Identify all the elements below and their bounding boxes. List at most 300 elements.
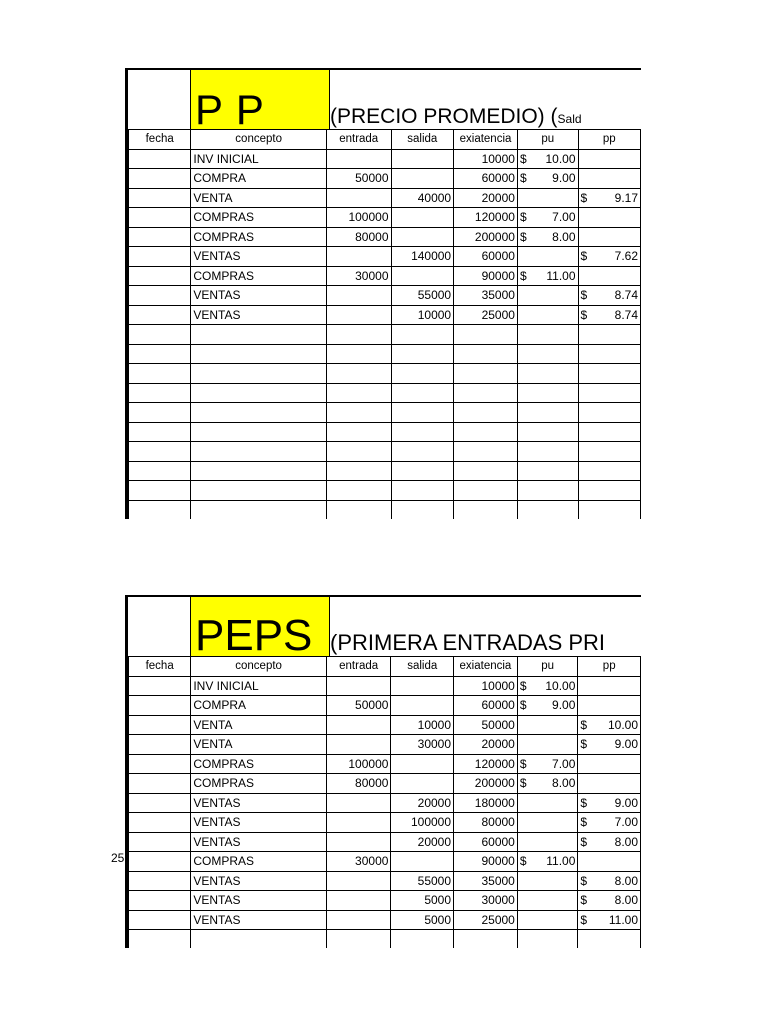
cell-pp[interactable] bbox=[578, 286, 640, 306]
cell-existencia[interactable] bbox=[454, 481, 518, 501]
column-header-pp[interactable]: pp bbox=[578, 657, 641, 677]
column-header-pu[interactable]: pu bbox=[517, 657, 578, 677]
cell-pp[interactable] bbox=[578, 383, 640, 403]
cell-fecha[interactable] bbox=[129, 871, 191, 891]
cell-pp[interactable] bbox=[578, 344, 640, 364]
cell-concepto[interactable]: COMPRAS bbox=[191, 852, 327, 872]
cell-existencia[interactable] bbox=[454, 403, 518, 423]
cell-fecha[interactable] bbox=[129, 286, 191, 306]
amount: 8.74 bbox=[614, 307, 638, 322]
cell-pp[interactable] bbox=[578, 930, 641, 949]
cell-salida[interactable] bbox=[391, 208, 454, 228]
column-header-existencia[interactable]: exiatencia bbox=[454, 130, 518, 150]
cell-existencia[interactable]: 25000 bbox=[454, 305, 518, 325]
cell-pu[interactable] bbox=[517, 461, 578, 481]
table-row bbox=[129, 422, 641, 442]
cell-fecha[interactable] bbox=[129, 325, 191, 345]
cell-existencia[interactable] bbox=[454, 383, 518, 403]
cell-concepto[interactable]: VENTAS bbox=[191, 891, 327, 911]
cell-concepto[interactable] bbox=[191, 403, 327, 423]
cell-pu[interactable] bbox=[517, 208, 578, 228]
cell-existencia[interactable]: 50000 bbox=[454, 715, 518, 735]
cell-pp[interactable] bbox=[578, 461, 640, 481]
cell-concepto[interactable]: COMPRAS bbox=[191, 266, 327, 286]
cell-entrada[interactable] bbox=[326, 735, 391, 755]
cell-pp[interactable] bbox=[578, 325, 640, 345]
cell-entrada[interactable] bbox=[326, 305, 391, 325]
cell-pp[interactable] bbox=[578, 364, 640, 384]
cell-pu[interactable] bbox=[517, 227, 578, 247]
cell-pu[interactable] bbox=[517, 364, 578, 384]
cell-fecha[interactable] bbox=[129, 891, 191, 911]
cell-concepto[interactable] bbox=[191, 325, 327, 345]
cell-existencia[interactable]: 30000 bbox=[454, 891, 518, 911]
cell-existencia[interactable]: 10000 bbox=[454, 676, 518, 696]
cell-fecha[interactable] bbox=[129, 500, 191, 519]
amount: 9.00 bbox=[552, 171, 576, 186]
cell-existencia[interactable]: 35000 bbox=[454, 871, 518, 891]
cell-concepto[interactable]: VENTAS bbox=[191, 832, 327, 852]
cell-pu[interactable] bbox=[517, 305, 578, 325]
cell-entrada[interactable] bbox=[326, 676, 391, 696]
cell-entrada[interactable] bbox=[326, 715, 391, 735]
cell-pu[interactable] bbox=[517, 442, 578, 462]
cell-pp[interactable] bbox=[578, 305, 640, 325]
pp-title-cell[interactable] bbox=[190, 70, 330, 133]
peps-header-row bbox=[129, 657, 641, 677]
currency-value bbox=[580, 716, 638, 734]
currency-symbol: $ bbox=[519, 678, 527, 693]
cell-existencia[interactable] bbox=[454, 344, 518, 364]
cell-existencia[interactable]: 180000 bbox=[454, 793, 518, 813]
cell-pu[interactable] bbox=[517, 696, 578, 716]
currency-value bbox=[580, 833, 638, 851]
pp-subtitle-cell[interactable] bbox=[330, 106, 582, 127]
pp-table bbox=[128, 129, 641, 519]
cell-concepto[interactable] bbox=[191, 461, 327, 481]
cell-pp[interactable] bbox=[578, 676, 641, 696]
currency-value bbox=[581, 189, 638, 207]
cell-existencia[interactable]: 20000 bbox=[454, 188, 518, 208]
cell-fecha[interactable] bbox=[129, 930, 191, 949]
cell-entrada[interactable] bbox=[326, 500, 391, 519]
cell-concepto[interactable]: VENTAS bbox=[191, 793, 327, 813]
pp-banner bbox=[128, 70, 641, 133]
table-row bbox=[129, 754, 641, 774]
cell-pp[interactable] bbox=[578, 754, 641, 774]
cell-entrada[interactable]: 100000 bbox=[326, 754, 391, 774]
cell-pu[interactable] bbox=[517, 500, 578, 519]
cell-concepto[interactable] bbox=[191, 442, 327, 462]
currency-value bbox=[520, 852, 576, 870]
cell-pu[interactable] bbox=[517, 832, 578, 852]
cell-fecha[interactable] bbox=[129, 403, 191, 423]
column-header-existencia[interactable]: exiatencia bbox=[454, 657, 518, 677]
cell-existencia[interactable] bbox=[454, 364, 518, 384]
cell-pp[interactable] bbox=[578, 735, 641, 755]
cell-pp[interactable] bbox=[578, 813, 641, 833]
cell-existencia[interactable]: 120000 bbox=[454, 208, 518, 228]
cell-entrada[interactable] bbox=[326, 325, 391, 345]
cell-pu[interactable] bbox=[517, 774, 578, 794]
cell-pp[interactable] bbox=[578, 266, 640, 286]
cell-existencia[interactable] bbox=[454, 461, 518, 481]
currency-symbol: $ bbox=[580, 190, 588, 205]
cell-pu[interactable] bbox=[517, 325, 578, 345]
cell-salida[interactable] bbox=[391, 481, 454, 501]
cell-pp[interactable] bbox=[578, 169, 640, 189]
amount: 11.00 bbox=[608, 912, 638, 927]
currency-symbol: $ bbox=[519, 210, 527, 225]
cell-salida[interactable]: 40000 bbox=[391, 188, 454, 208]
cell-fecha[interactable] bbox=[129, 344, 191, 364]
cell-fecha[interactable] bbox=[129, 481, 191, 501]
table-row bbox=[129, 383, 641, 403]
cell-pu[interactable] bbox=[517, 481, 578, 501]
cell-pp[interactable] bbox=[578, 891, 641, 911]
cell-salida[interactable] bbox=[391, 852, 454, 872]
cell-salida[interactable]: 100000 bbox=[391, 813, 454, 833]
cell-pu[interactable] bbox=[517, 676, 578, 696]
cell-fecha[interactable] bbox=[129, 208, 191, 228]
cell-fecha[interactable] bbox=[129, 852, 191, 872]
table-row bbox=[129, 676, 641, 696]
cell-concepto[interactable]: VENTA bbox=[191, 735, 327, 755]
cell-pp[interactable] bbox=[578, 832, 641, 852]
pp-sheet bbox=[125, 68, 641, 519]
table-row bbox=[129, 364, 641, 384]
table-row bbox=[129, 305, 641, 325]
cell-pp[interactable] bbox=[578, 852, 641, 872]
cell-concepto[interactable]: COMPRA bbox=[191, 169, 327, 189]
cell-existencia[interactable]: 200000 bbox=[454, 227, 518, 247]
table-row bbox=[129, 461, 641, 481]
cell-existencia[interactable]: 10000 bbox=[454, 149, 518, 169]
cell-fecha[interactable] bbox=[129, 188, 191, 208]
cell-entrada[interactable] bbox=[326, 286, 391, 306]
cell-concepto[interactable]: VENTAS bbox=[191, 247, 327, 267]
cell-fecha[interactable] bbox=[129, 910, 191, 930]
cell-salida[interactable] bbox=[391, 774, 454, 794]
cell-entrada[interactable] bbox=[326, 442, 391, 462]
cell-existencia[interactable]: 20000 bbox=[454, 735, 518, 755]
cell-concepto[interactable]: COMPRAS bbox=[191, 774, 327, 794]
cell-entrada[interactable]: 50000 bbox=[326, 169, 391, 189]
cell-concepto[interactable] bbox=[191, 364, 327, 384]
cell-entrada[interactable]: 30000 bbox=[326, 852, 391, 872]
peps-subtitle-cell[interactable] bbox=[330, 632, 605, 654]
cell-entrada[interactable] bbox=[326, 793, 391, 813]
cell-existencia[interactable]: 120000 bbox=[454, 754, 518, 774]
cell-existencia[interactable]: 35000 bbox=[454, 286, 518, 306]
cell-salida[interactable] bbox=[391, 364, 454, 384]
cell-entrada[interactable] bbox=[326, 247, 391, 267]
cell-pu[interactable] bbox=[517, 852, 578, 872]
cell-pp[interactable] bbox=[578, 149, 640, 169]
currency-value bbox=[581, 286, 638, 304]
cell-entrada[interactable]: 30000 bbox=[326, 266, 391, 286]
cell-entrada[interactable] bbox=[326, 910, 391, 930]
cell-salida[interactable]: 10000 bbox=[391, 305, 454, 325]
cell-salida[interactable] bbox=[391, 169, 454, 189]
cell-fecha[interactable] bbox=[129, 364, 191, 384]
cell-salida[interactable] bbox=[391, 149, 454, 169]
cell-fecha[interactable] bbox=[129, 676, 191, 696]
table-row bbox=[129, 852, 641, 872]
amount: 8.00 bbox=[552, 229, 576, 244]
cell-concepto[interactable]: COMPRA bbox=[191, 696, 327, 716]
cell-salida[interactable]: 30000 bbox=[391, 735, 454, 755]
cell-pu[interactable] bbox=[517, 247, 578, 267]
cell-pu[interactable] bbox=[517, 715, 578, 735]
currency-value bbox=[520, 696, 576, 714]
cell-pp[interactable] bbox=[578, 227, 640, 247]
currency-symbol: $ bbox=[580, 912, 588, 927]
cell-fecha[interactable] bbox=[129, 774, 191, 794]
cell-pu[interactable] bbox=[517, 813, 578, 833]
cell-pu[interactable] bbox=[517, 149, 578, 169]
column-header-fecha[interactable]: fecha bbox=[129, 130, 191, 150]
cell-entrada[interactable] bbox=[326, 188, 391, 208]
cell-fecha[interactable] bbox=[129, 461, 191, 481]
cell-pu[interactable] bbox=[517, 910, 578, 930]
cell-concepto[interactable]: VENTA bbox=[191, 188, 327, 208]
cell-fecha[interactable] bbox=[129, 247, 191, 267]
cell-entrada[interactable]: 80000 bbox=[326, 227, 391, 247]
cell-pu[interactable] bbox=[517, 344, 578, 364]
peps-table bbox=[128, 656, 641, 948]
cell-entrada[interactable]: 100000 bbox=[326, 208, 391, 228]
cell-concepto[interactable] bbox=[191, 481, 327, 501]
cell-salida[interactable] bbox=[391, 696, 454, 716]
cell-pu[interactable] bbox=[517, 266, 578, 286]
cell-fecha[interactable] bbox=[129, 832, 191, 852]
cell-entrada[interactable] bbox=[326, 481, 391, 501]
cell-entrada[interactable] bbox=[326, 344, 391, 364]
amount: 8.00 bbox=[614, 834, 638, 849]
cell-pp[interactable] bbox=[578, 696, 641, 716]
cell-pu[interactable] bbox=[517, 286, 578, 306]
peps-table-body bbox=[129, 676, 641, 948]
cell-fecha[interactable] bbox=[129, 754, 191, 774]
side-row-number: 25 bbox=[111, 851, 125, 865]
cell-pp[interactable] bbox=[578, 442, 640, 462]
column-header-entrada[interactable]: entrada bbox=[326, 657, 391, 677]
cell-concepto[interactable]: VENTAS bbox=[191, 910, 327, 930]
cell-concepto[interactable]: COMPRAS bbox=[191, 208, 327, 228]
column-header-salida[interactable]: salida bbox=[391, 657, 454, 677]
cell-salida[interactable] bbox=[391, 422, 454, 442]
cell-pp[interactable] bbox=[578, 208, 640, 228]
cell-salida[interactable]: 5000 bbox=[391, 910, 454, 930]
cell-fecha[interactable] bbox=[129, 266, 191, 286]
cell-pp[interactable] bbox=[578, 481, 640, 501]
cell-salida[interactable] bbox=[391, 403, 454, 423]
cell-fecha[interactable] bbox=[129, 442, 191, 462]
cell-existencia[interactable]: 80000 bbox=[454, 813, 518, 833]
cell-entrada[interactable] bbox=[326, 461, 391, 481]
amount: 9.00 bbox=[614, 795, 638, 810]
cell-concepto[interactable] bbox=[191, 344, 327, 364]
cell-entrada[interactable] bbox=[326, 871, 391, 891]
cell-pp[interactable] bbox=[578, 403, 640, 423]
peps-subtitle: (PRIMERA ENTRADAS PRI bbox=[330, 630, 606, 655]
cell-concepto[interactable]: VENTAS bbox=[191, 813, 327, 833]
cell-pp[interactable] bbox=[578, 774, 641, 794]
column-header-fecha[interactable]: fecha bbox=[129, 657, 191, 677]
cell-concepto[interactable]: INV INICIAL bbox=[191, 149, 327, 169]
cell-entrada[interactable] bbox=[326, 403, 391, 423]
cell-existencia[interactable] bbox=[454, 325, 518, 345]
cell-pu[interactable] bbox=[517, 735, 578, 755]
cell-existencia[interactable] bbox=[454, 422, 518, 442]
cell-fecha[interactable] bbox=[129, 305, 191, 325]
currency-value bbox=[580, 735, 638, 753]
cell-pp[interactable] bbox=[578, 871, 641, 891]
cell-existencia[interactable]: 90000 bbox=[454, 852, 518, 872]
cell-pu[interactable] bbox=[517, 754, 578, 774]
cell-salida[interactable]: 20000 bbox=[391, 832, 454, 852]
cell-concepto[interactable]: VENTA bbox=[191, 715, 327, 735]
currency-value bbox=[520, 208, 576, 226]
cell-entrada[interactable] bbox=[326, 364, 391, 384]
cell-pu[interactable] bbox=[517, 383, 578, 403]
currency-symbol: $ bbox=[519, 229, 527, 244]
cell-fecha[interactable] bbox=[129, 696, 191, 716]
cell-pp[interactable] bbox=[578, 188, 640, 208]
cell-fecha[interactable] bbox=[129, 169, 191, 189]
cell-fecha[interactable] bbox=[129, 813, 191, 833]
column-header-entrada[interactable]: entrada bbox=[326, 130, 391, 150]
amount: 9.00 bbox=[614, 737, 638, 752]
cell-salida[interactable] bbox=[391, 461, 454, 481]
peps-title-cell[interactable] bbox=[190, 597, 330, 660]
column-header-concepto[interactable]: concepto bbox=[191, 130, 327, 150]
cell-pp[interactable] bbox=[578, 793, 641, 813]
cell-pu[interactable] bbox=[517, 793, 578, 813]
currency-symbol: $ bbox=[519, 776, 527, 791]
cell-pu[interactable] bbox=[517, 403, 578, 423]
table-row bbox=[129, 344, 641, 364]
cell-salida[interactable]: 5000 bbox=[391, 891, 454, 911]
cell-salida[interactable] bbox=[391, 227, 454, 247]
cell-concepto[interactable] bbox=[191, 500, 327, 519]
table-row bbox=[129, 286, 641, 306]
cell-entrada[interactable]: 50000 bbox=[326, 696, 391, 716]
cell-pu[interactable] bbox=[517, 169, 578, 189]
cell-entrada[interactable] bbox=[326, 422, 391, 442]
cell-concepto[interactable]: COMPRAS bbox=[191, 754, 327, 774]
cell-entrada[interactable] bbox=[326, 383, 391, 403]
currency-symbol: $ bbox=[580, 815, 588, 830]
table-row bbox=[129, 149, 641, 169]
cell-salida[interactable] bbox=[391, 383, 454, 403]
cell-salida[interactable] bbox=[391, 676, 454, 696]
currency-value bbox=[581, 247, 638, 265]
cell-salida[interactable] bbox=[391, 344, 454, 364]
cell-fecha[interactable] bbox=[129, 149, 191, 169]
cell-salida[interactable]: 55000 bbox=[391, 286, 454, 306]
cell-entrada[interactable] bbox=[326, 149, 391, 169]
cell-concepto[interactable]: VENTAS bbox=[191, 871, 327, 891]
cell-salida[interactable] bbox=[391, 500, 454, 519]
cell-existencia[interactable] bbox=[454, 500, 518, 519]
cell-pu[interactable] bbox=[517, 891, 578, 911]
cell-existencia[interactable]: 60000 bbox=[454, 696, 518, 716]
cell-salida[interactable] bbox=[391, 754, 454, 774]
cell-pu[interactable] bbox=[517, 930, 578, 949]
cell-pu[interactable] bbox=[517, 422, 578, 442]
cell-existencia[interactable] bbox=[454, 930, 518, 949]
cell-concepto[interactable]: COMPRAS bbox=[191, 227, 327, 247]
cell-salida[interactable]: 55000 bbox=[391, 871, 454, 891]
cell-pu[interactable] bbox=[517, 188, 578, 208]
cell-concepto[interactable] bbox=[191, 930, 327, 949]
table-row bbox=[129, 735, 641, 755]
column-header-pp[interactable]: pp bbox=[578, 130, 640, 150]
cell-existencia[interactable]: 25000 bbox=[454, 910, 518, 930]
cell-existencia[interactable]: 60000 bbox=[454, 169, 518, 189]
cell-existencia[interactable]: 60000 bbox=[454, 247, 518, 267]
cell-salida[interactable] bbox=[391, 442, 454, 462]
cell-salida[interactable]: 140000 bbox=[391, 247, 454, 267]
cell-concepto[interactable]: INV INICIAL bbox=[191, 676, 327, 696]
cell-entrada[interactable] bbox=[326, 891, 391, 911]
currency-value bbox=[520, 228, 576, 246]
currency-value bbox=[520, 774, 576, 792]
cell-entrada[interactable] bbox=[326, 930, 391, 949]
cell-pp[interactable] bbox=[578, 910, 641, 930]
currency-value bbox=[580, 813, 638, 831]
cell-concepto[interactable]: VENTAS bbox=[191, 305, 327, 325]
cell-fecha[interactable] bbox=[129, 735, 191, 755]
amount: 8.00 bbox=[552, 776, 576, 791]
cell-pu[interactable] bbox=[517, 871, 578, 891]
cell-pp[interactable] bbox=[578, 500, 640, 519]
cell-fecha[interactable] bbox=[129, 715, 191, 735]
cell-pp[interactable] bbox=[578, 247, 640, 267]
cell-existencia[interactable]: 90000 bbox=[454, 266, 518, 286]
currency-symbol: $ bbox=[580, 873, 588, 888]
amount: 8.00 bbox=[614, 893, 638, 908]
currency-value bbox=[520, 169, 576, 187]
cell-fecha[interactable] bbox=[129, 383, 191, 403]
table-row bbox=[129, 325, 641, 345]
cell-entrada[interactable]: 80000 bbox=[326, 774, 391, 794]
cell-concepto[interactable]: VENTAS bbox=[191, 286, 327, 306]
column-header-salida[interactable]: salida bbox=[391, 130, 454, 150]
cell-existencia[interactable] bbox=[454, 442, 518, 462]
column-header-concepto[interactable]: concepto bbox=[191, 657, 327, 677]
cell-salida[interactable]: 20000 bbox=[391, 793, 454, 813]
cell-salida[interactable] bbox=[391, 930, 454, 949]
cell-entrada[interactable] bbox=[326, 813, 391, 833]
cell-concepto[interactable] bbox=[191, 422, 327, 442]
cell-pp[interactable] bbox=[578, 422, 640, 442]
column-header-pu[interactable]: pu bbox=[517, 130, 578, 150]
cell-salida[interactable] bbox=[391, 325, 454, 345]
cell-entrada[interactable] bbox=[326, 832, 391, 852]
cell-existencia[interactable]: 60000 bbox=[454, 832, 518, 852]
cell-fecha[interactable] bbox=[129, 793, 191, 813]
cell-fecha[interactable] bbox=[129, 422, 191, 442]
cell-existencia[interactable]: 200000 bbox=[454, 774, 518, 794]
cell-salida[interactable]: 10000 bbox=[391, 715, 454, 735]
cell-pp[interactable] bbox=[578, 715, 641, 735]
cell-fecha[interactable] bbox=[129, 227, 191, 247]
cell-salida[interactable] bbox=[391, 266, 454, 286]
cell-concepto[interactable] bbox=[191, 383, 327, 403]
